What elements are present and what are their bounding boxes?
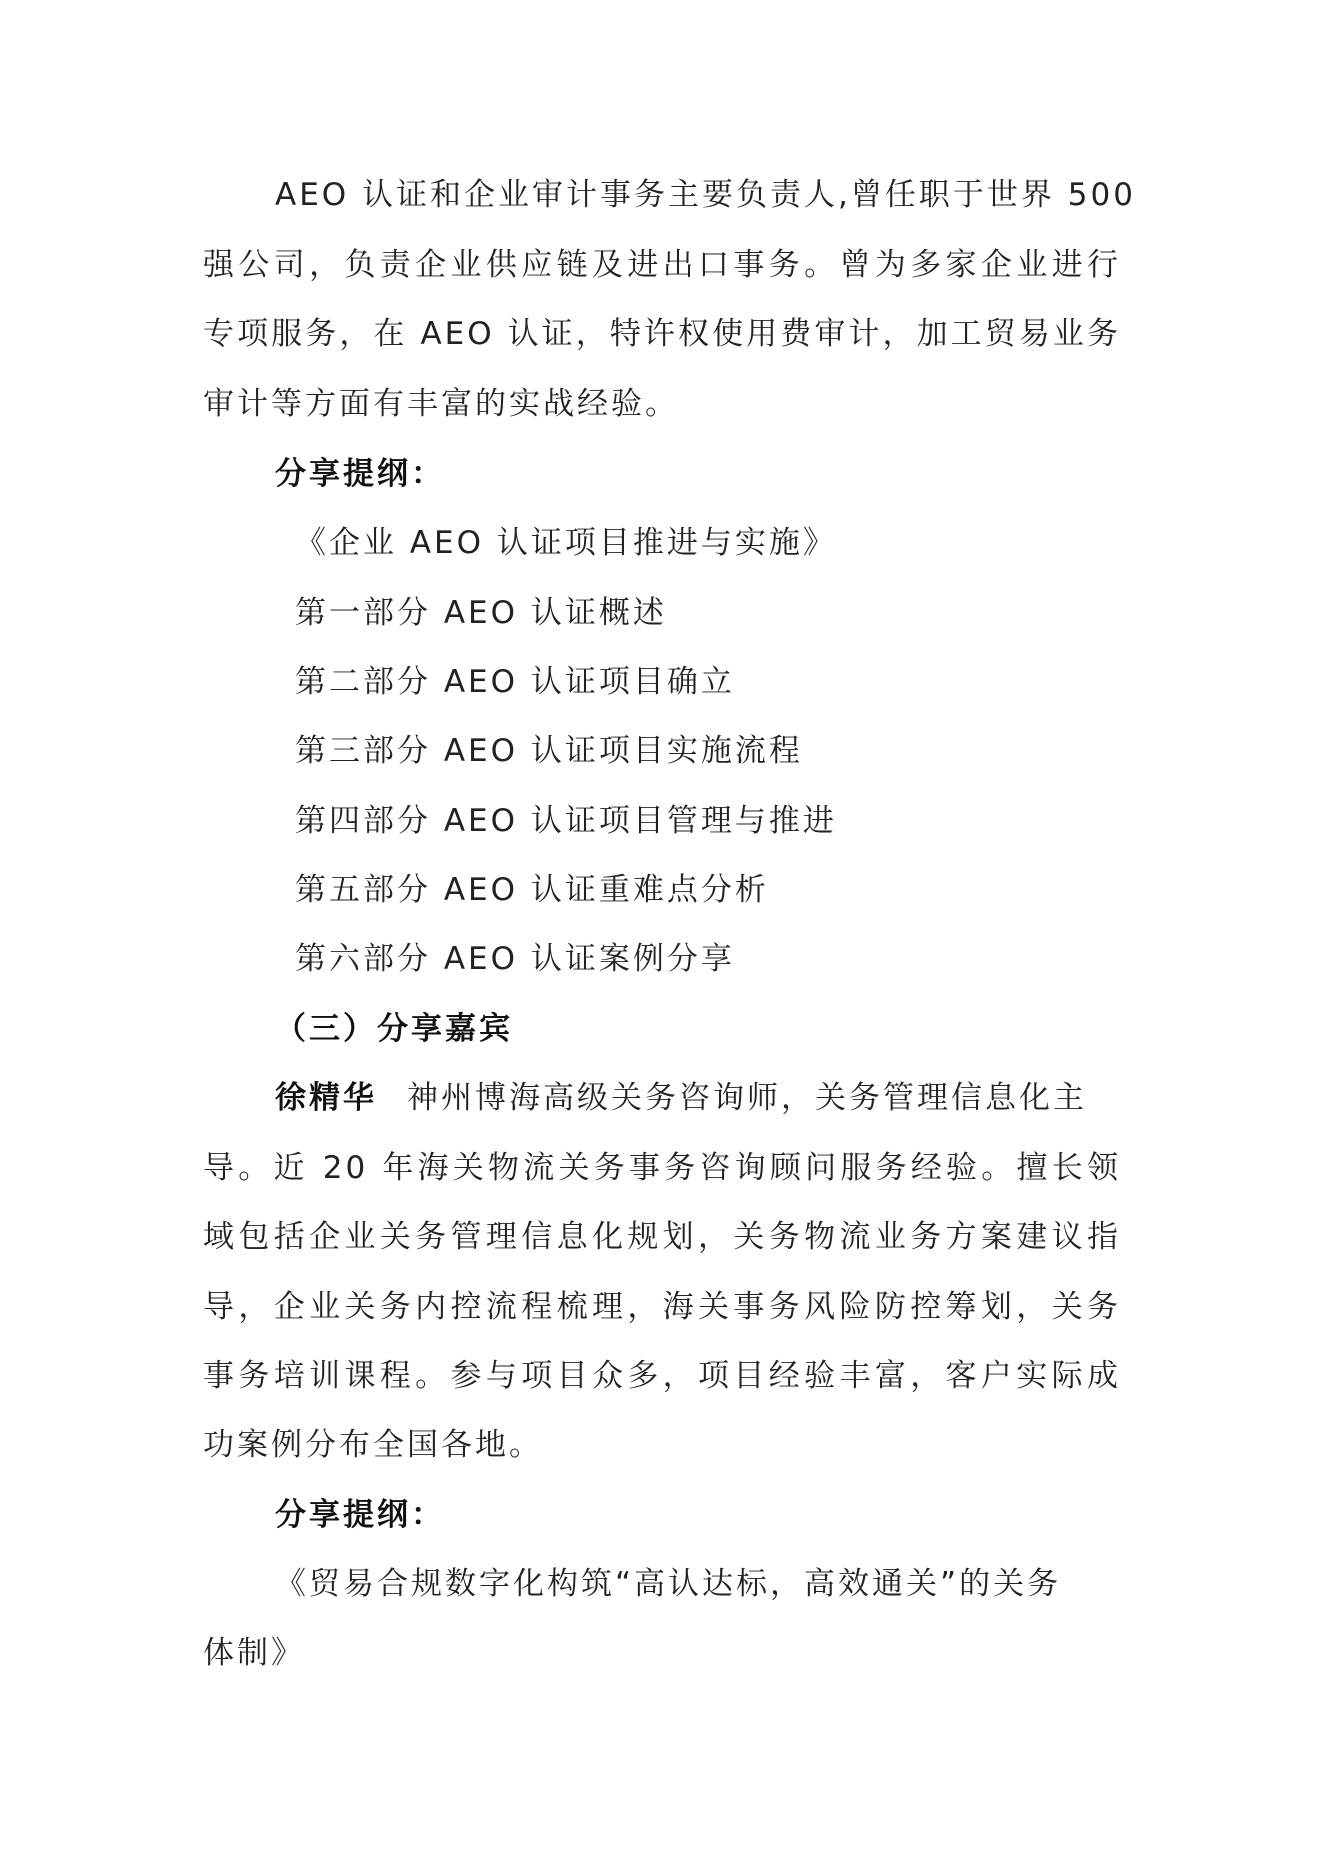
outline-item: 第五部分 AEO 认证重难点分析 [295,872,769,908]
guest-bio-first-line: 神州博海高级关务咨询师，关务管理信息化主 [407,1080,1087,1116]
guest-bio-line: 功案例分布全国各地。 [203,1427,543,1463]
outline-item: 第四部分 AEO 认证项目管理与推进 [295,803,837,839]
guest-bio-line: 导。近 20 年海关物流关务事务咨询顾问服务经验。擅长领 [203,1150,1121,1186]
outline-heading-2: 分享提纲： [275,1497,445,1533]
intro-line-2: 强公司，负责企业供应链及进出口事务。曾为多家企业进行 [203,247,1121,283]
guest-bio-line: 域包括企业关务管理信息化规划，关务物流业务方案建议指 [203,1219,1121,1255]
guest-bio-line: 导，企业关务内控流程梳理，海关事务风险防控筹划，关务 [203,1289,1121,1325]
intro-line-4: 审计等方面有丰富的实战经验。 [203,386,679,422]
guest-bio-line: 事务培训课程。参与项目众多，项目经验丰富，客户实际成 [203,1358,1121,1394]
intro-line-3: 专项服务，在 AEO 认证，特许权使用费审计，加工贸易业务 [203,316,1121,352]
outline-title-2-line-1: 《贸易合规数字化构筑“高认达标，高效通关”的关务 [275,1566,1062,1602]
guest-intro-line [275,1077,1121,1119]
outline-title: 《企业 AEO 认证项目推进与实施》 [295,525,837,561]
outline-item: 第一部分 AEO 认证概述 [295,595,667,631]
outline-title-2-line-2: 体制》 [203,1635,305,1671]
outline-item: 第六部分 AEO 认证案例分享 [295,941,735,977]
guest-name: 徐精华 [275,1080,377,1116]
intro-line-1: AEO 认证和企业审计事务主要负责人,曾任职于世界 500 [275,177,1136,213]
outline-item: 第三部分 AEO 认证项目实施流程 [295,733,803,769]
outline-heading: 分享提纲： [275,456,445,492]
section-heading: （三）分享嘉宾 [275,1011,513,1047]
outline-item: 第二部分 AEO 认证项目确立 [295,664,735,700]
